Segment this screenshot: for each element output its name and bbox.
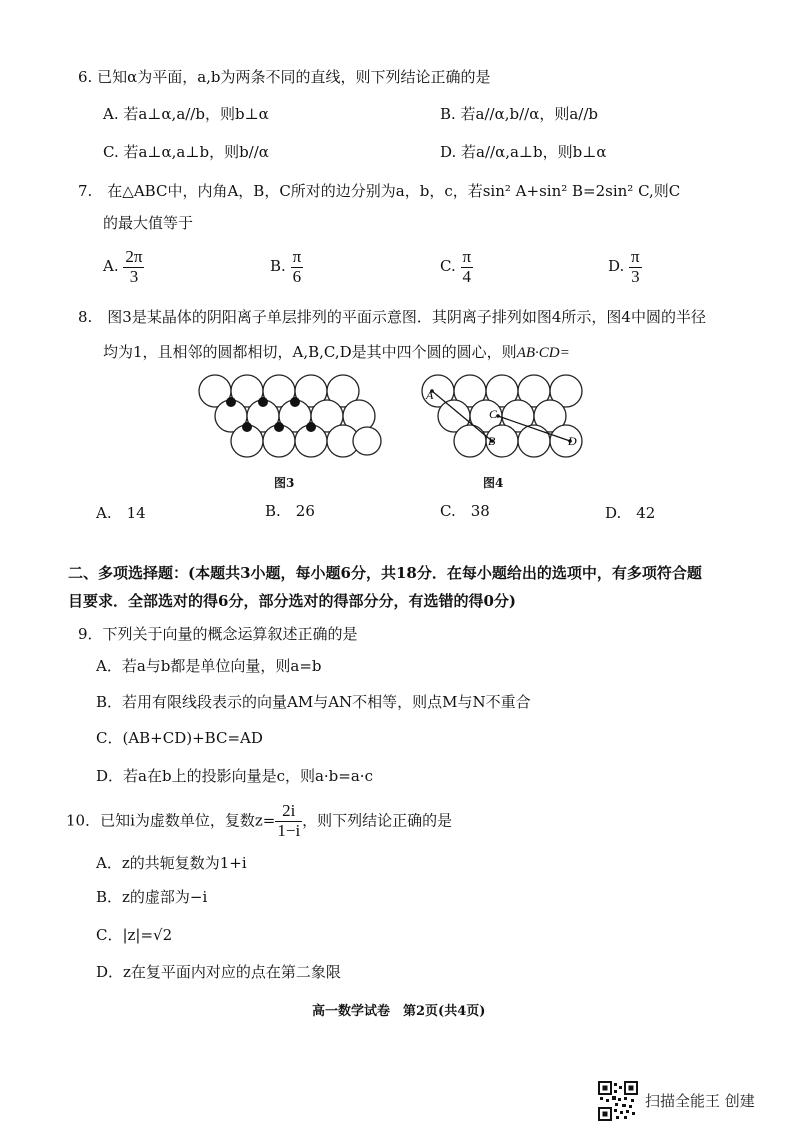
q8-vector-expression: AB·CD= <box>516 345 570 361</box>
q10-option-c: C．|z|=√2 <box>96 926 173 944</box>
q7-option-a <box>103 248 144 286</box>
section2-heading-line2: 目要求．全部选对的得6分，部分选对的得部分分，有选错的得0分) <box>68 592 516 610</box>
figure-3-caption: 图3 <box>274 476 295 490</box>
denominator: 6 <box>292 266 302 286</box>
q8-option-d: D. 42 <box>605 504 656 522</box>
q7-option-d <box>608 248 642 286</box>
q6-option-c: C. 若a⊥α,a⊥b，则b//α <box>103 143 269 161</box>
q10-option-d: D．z在复平面内对应的点在第二象限 <box>96 963 341 981</box>
figure-4 <box>418 372 593 460</box>
point-a-label: A <box>426 388 434 402</box>
q7-option-c <box>440 248 473 286</box>
section2-heading-line1: 二、多项选择题：(本题共3小题，每小题6分，共18分．在每小题给出的选项中，有多项符合题 <box>68 564 702 582</box>
fraction <box>291 248 304 286</box>
q9-option-d: D．若a在b上的投影向量是c，则a·b=a·c <box>96 767 373 785</box>
q9-option-c: C．(AB+CD)+BC=AD <box>96 729 263 747</box>
option-label: C. <box>440 257 456 276</box>
numerator: 2π <box>125 247 143 266</box>
q9-stem: 9．下列关于向量的概念运算叙述正确的是 <box>78 625 358 643</box>
point-d-label: D <box>568 434 577 448</box>
figure-4-caption: 图4 <box>483 476 504 490</box>
fraction <box>629 248 642 286</box>
q10-stem <box>66 802 452 840</box>
numerator: π <box>631 247 640 266</box>
q8-option-a: A. 14 <box>96 504 146 522</box>
fraction <box>461 248 474 286</box>
q7-stem-line1: 7. 在△ABC中，内角A，B，C所对的边分别为a，b，c，若sin² A+sin² B=2sin² C,则C <box>78 182 681 200</box>
q10-fraction <box>275 802 302 840</box>
q9-option-b: B．若用有限线段表示的向量AM与AN不相等，则点M与N不重合 <box>96 693 531 711</box>
q6-option-b: B. 若a//α,b//α，则a//b <box>440 105 598 123</box>
q7-option-b <box>270 248 303 286</box>
scanner-watermark: 扫描全能王 创建 <box>645 1092 755 1110</box>
q6-stem: 6. 已知α为平面，a,b为两条不同的直线，则下列结论正确的是 <box>78 68 491 86</box>
option-label: D. <box>608 257 625 276</box>
denominator: 4 <box>462 266 472 286</box>
qr-code-icon <box>598 1081 638 1121</box>
numerator: 2i <box>275 802 302 822</box>
q10-stem-post: ，则下列结论正确的是 <box>302 811 453 830</box>
q6-option-a: A. 若a⊥α,a//b，则b⊥α <box>103 105 269 123</box>
page-footer: 高一数学试卷 第2页(共4页) <box>312 1004 486 1019</box>
denominator: 3 <box>129 266 139 286</box>
q9-option-a: A．若a与b都是单位向量，则a=b <box>96 657 322 675</box>
q10-option-b: B．z的虚部为−i <box>96 888 208 906</box>
fraction <box>123 248 144 286</box>
numerator: π <box>292 247 302 266</box>
q8-option-b: B. 26 <box>265 502 315 520</box>
point-b-label: B <box>488 434 496 448</box>
q10-stem-pre: 10．已知i为虚数单位，复数z= <box>66 811 276 830</box>
option-label: A. <box>103 257 119 276</box>
figure-3 <box>195 372 385 460</box>
q8-stem-text: 均为1，且相邻的圆都相切，A,B,C,D是其中四个圆的圆心，则 <box>103 343 517 361</box>
q8-stem-line1: 8. 图3是某晶体的阴阳离子单层排列的平面示意图．其阴离子排列如图4所示，图4中圆的半径 <box>78 308 706 326</box>
q8-stem-line2 <box>103 341 570 362</box>
q7-stem-line2: 的最大值等于 <box>103 214 194 232</box>
option-label: B. <box>270 257 286 276</box>
numerator: π <box>462 247 472 266</box>
q6-option-d: D. 若a//α,a⊥b，则b⊥α <box>440 143 607 161</box>
q8-option-c: C. 38 <box>440 502 490 520</box>
denominator: 3 <box>631 266 640 286</box>
denominator: 1−i <box>277 820 301 840</box>
point-c-label: C <box>489 407 498 421</box>
q10-option-a: A．z的共轭复数为1+i <box>96 854 247 872</box>
